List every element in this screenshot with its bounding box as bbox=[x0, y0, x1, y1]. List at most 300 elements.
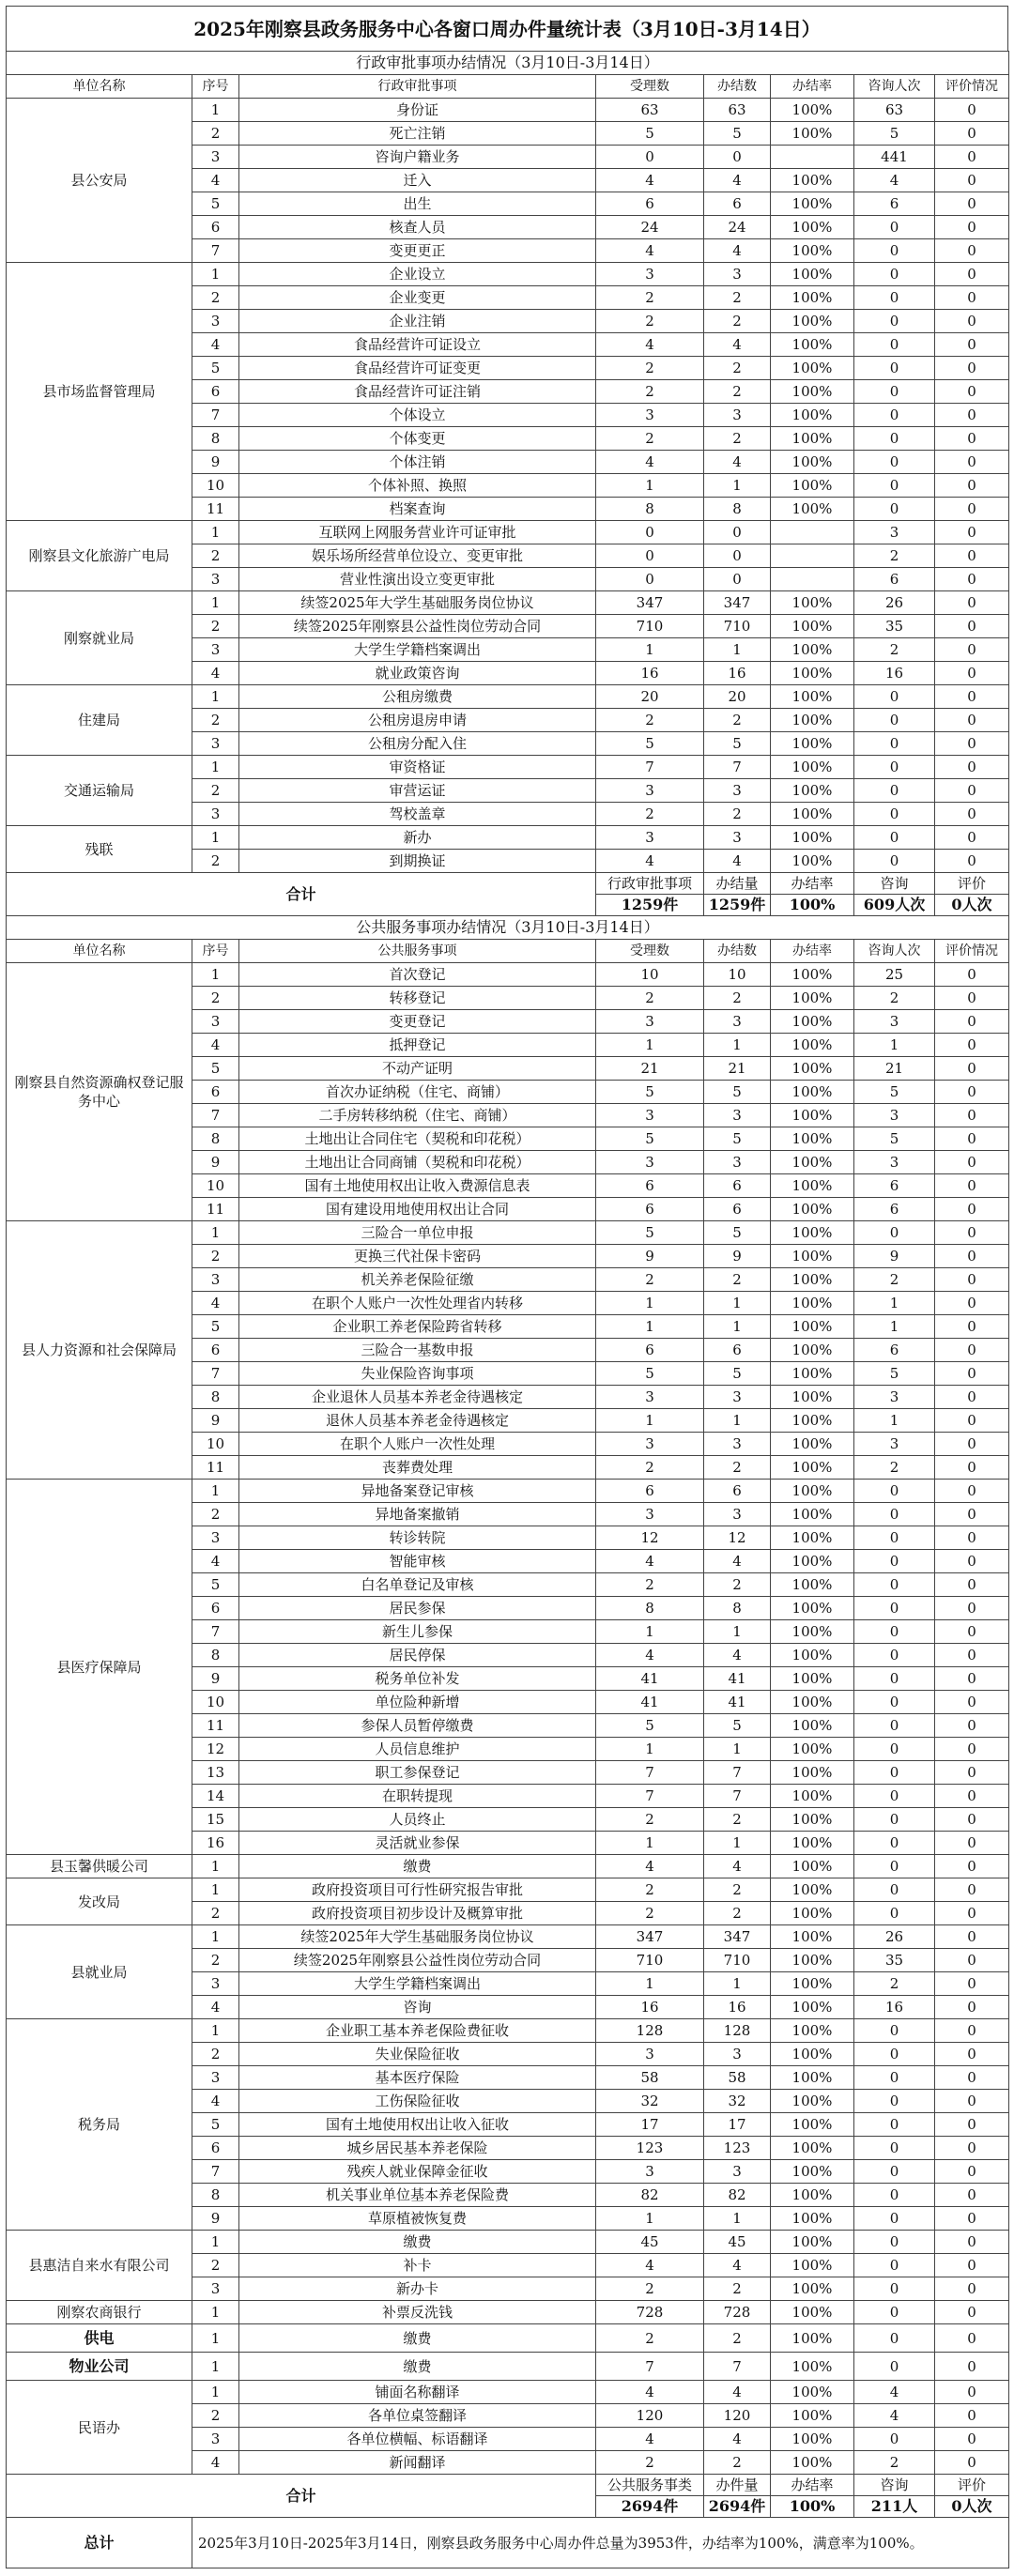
consult-count: 6 bbox=[854, 1174, 935, 1198]
completed-count: 4 bbox=[704, 1855, 771, 1878]
completion-rate bbox=[771, 568, 854, 591]
item-name: 草原植被恢复费 bbox=[239, 2207, 596, 2231]
completion-rate: 100% bbox=[771, 1104, 854, 1127]
item-name: 在职个人账户一次性处理省内转移 bbox=[239, 1292, 596, 1315]
unit-name: 县玉馨供暖公司 bbox=[7, 1855, 192, 1878]
completed-count: 3 bbox=[704, 826, 771, 850]
completion-rate: 100% bbox=[771, 216, 854, 239]
rating-count: 0 bbox=[935, 1339, 1009, 1362]
rating-count: 0 bbox=[935, 122, 1009, 146]
rating-count: 0 bbox=[935, 451, 1009, 474]
rating-count: 0 bbox=[935, 1362, 1009, 1386]
item-name: 迁入 bbox=[239, 169, 596, 192]
completed-count: 6 bbox=[704, 192, 771, 216]
total-value: 211人 bbox=[854, 2496, 935, 2518]
accepted-count: 123 bbox=[596, 2137, 704, 2160]
completion-rate: 100% bbox=[771, 1972, 854, 1996]
row-number: 2 bbox=[192, 1949, 239, 1972]
completion-rate: 100% bbox=[771, 709, 854, 732]
rating-count: 0 bbox=[935, 474, 1009, 498]
consult-count: 26 bbox=[854, 1925, 935, 1949]
total-value: 1259件 bbox=[596, 895, 704, 916]
item-name: 企业退休人员基本养老金待遇核定 bbox=[239, 1386, 596, 1409]
rating-count: 0 bbox=[935, 756, 1009, 779]
item-name: 续签2025年刚察县公益性岗位劳动合同 bbox=[239, 1949, 596, 1972]
completion-rate: 100% bbox=[771, 451, 854, 474]
consult-count: 0 bbox=[854, 451, 935, 474]
rating-count: 0 bbox=[935, 1174, 1009, 1198]
column-header: 单位名称 bbox=[7, 75, 192, 99]
rating-count: 0 bbox=[935, 987, 1009, 1010]
item-name: 居民参保 bbox=[239, 1597, 596, 1620]
row-number: 1 bbox=[192, 1480, 239, 1503]
completed-count: 4 bbox=[704, 2428, 771, 2451]
column-header: 咨询人次 bbox=[854, 75, 935, 99]
completed-count: 5 bbox=[704, 732, 771, 756]
completion-rate: 100% bbox=[771, 1339, 854, 1362]
row-number: 1 bbox=[192, 1221, 239, 1245]
accepted-count: 3 bbox=[596, 1151, 704, 1174]
accepted-count: 8 bbox=[596, 1597, 704, 1620]
column-header: 受理数 bbox=[596, 940, 704, 963]
accepted-count: 6 bbox=[596, 1174, 704, 1198]
accepted-count: 3 bbox=[596, 1104, 704, 1127]
item-name: 灵活就业参保 bbox=[239, 1832, 596, 1855]
completed-count: 0 bbox=[704, 521, 771, 544]
row-number: 4 bbox=[192, 1550, 239, 1573]
accepted-count: 41 bbox=[596, 1667, 704, 1691]
row-number: 6 bbox=[192, 1081, 239, 1104]
item-name: 城乡居民基本养老保险 bbox=[239, 2137, 596, 2160]
item-name: 丧葬费处理 bbox=[239, 1456, 596, 1480]
item-name: 税务单位补发 bbox=[239, 1667, 596, 1691]
row-number: 2 bbox=[192, 615, 239, 638]
consult-count: 0 bbox=[854, 1785, 935, 1808]
item-name: 驾校盖章 bbox=[239, 803, 596, 826]
accepted-count: 3 bbox=[596, 1386, 704, 1409]
accepted-count: 3 bbox=[596, 2043, 704, 2066]
consult-count: 1 bbox=[854, 1315, 935, 1339]
completed-count: 5 bbox=[704, 1081, 771, 1104]
completed-count: 5 bbox=[704, 1221, 771, 1245]
completion-rate: 100% bbox=[771, 2090, 854, 2113]
table-row bbox=[7, 1480, 1009, 1503]
rating-count: 0 bbox=[935, 498, 1009, 521]
table-row bbox=[7, 2381, 1009, 2404]
completed-count: 32 bbox=[704, 2090, 771, 2113]
completed-count: 2 bbox=[704, 709, 771, 732]
completed-count: 3 bbox=[704, 1151, 771, 1174]
row-number: 2 bbox=[192, 1245, 239, 1268]
accepted-count: 1 bbox=[596, 1315, 704, 1339]
column-header-row bbox=[7, 75, 1009, 99]
completed-count: 8 bbox=[704, 498, 771, 521]
completed-count: 710 bbox=[704, 1949, 771, 1972]
completion-rate: 100% bbox=[771, 2207, 854, 2231]
completion-rate: 100% bbox=[771, 1362, 854, 1386]
column-header: 序号 bbox=[192, 940, 239, 963]
row-number: 4 bbox=[192, 2451, 239, 2475]
consult-count: 0 bbox=[854, 850, 935, 873]
row-number: 2 bbox=[192, 544, 239, 568]
completed-count: 6 bbox=[704, 1198, 771, 1221]
total-value: 2694件 bbox=[704, 2496, 771, 2518]
completed-count: 3 bbox=[704, 1433, 771, 1456]
rating-count: 0 bbox=[935, 2381, 1009, 2404]
item-name: 企业设立 bbox=[239, 263, 596, 286]
accepted-count: 4 bbox=[596, 850, 704, 873]
completion-rate: 100% bbox=[771, 169, 854, 192]
completed-count: 4 bbox=[704, 1550, 771, 1573]
completion-rate: 100% bbox=[771, 1198, 854, 1221]
item-name: 死亡注销 bbox=[239, 122, 596, 146]
consult-count: 2 bbox=[854, 1972, 935, 1996]
completed-count: 347 bbox=[704, 591, 771, 615]
row-number: 3 bbox=[192, 146, 239, 169]
consult-count: 0 bbox=[854, 498, 935, 521]
rating-count: 0 bbox=[935, 263, 1009, 286]
completion-rate: 100% bbox=[771, 803, 854, 826]
completed-count: 2 bbox=[704, 1808, 771, 1832]
accepted-count: 5 bbox=[596, 1081, 704, 1104]
rating-count: 0 bbox=[935, 1738, 1009, 1761]
row-number: 9 bbox=[192, 451, 239, 474]
consult-count: 0 bbox=[854, 2353, 935, 2381]
rating-count: 0 bbox=[935, 1526, 1009, 1550]
completion-rate: 100% bbox=[771, 1480, 854, 1503]
consult-count: 2 bbox=[854, 987, 935, 1010]
completion-rate: 100% bbox=[771, 2254, 854, 2277]
item-name: 工伤保险征收 bbox=[239, 2090, 596, 2113]
consult-count: 0 bbox=[854, 2184, 935, 2207]
row-number: 5 bbox=[192, 1057, 239, 1081]
completed-count: 4 bbox=[704, 451, 771, 474]
accepted-count: 4 bbox=[596, 169, 704, 192]
item-name: 铺面名称翻译 bbox=[239, 2381, 596, 2404]
row-number: 9 bbox=[192, 1409, 239, 1433]
completed-count: 2 bbox=[704, 1902, 771, 1925]
accepted-count: 8 bbox=[596, 498, 704, 521]
completed-count: 7 bbox=[704, 2353, 771, 2381]
row-number: 14 bbox=[192, 1785, 239, 1808]
item-name: 到期换证 bbox=[239, 850, 596, 873]
completion-rate: 100% bbox=[771, 1151, 854, 1174]
completion-rate: 100% bbox=[771, 963, 854, 987]
completed-count: 347 bbox=[704, 1925, 771, 1949]
item-name: 核查人员 bbox=[239, 216, 596, 239]
completed-count: 1 bbox=[704, 638, 771, 662]
rating-count: 0 bbox=[935, 779, 1009, 803]
table-row bbox=[7, 2231, 1009, 2254]
item-name: 不动产证明 bbox=[239, 1057, 596, 1081]
completion-rate: 100% bbox=[771, 2301, 854, 2324]
consult-count: 5 bbox=[854, 1362, 935, 1386]
unit-name: 住建局 bbox=[7, 685, 192, 756]
summary-text: 2025年3月10日-2025年3月14日，刚察县政务服务中心周办件总量为3953件，办结率为100%，满意率为100%。 bbox=[192, 2518, 1009, 2568]
row-number: 1 bbox=[192, 263, 239, 286]
report-table bbox=[6, 51, 1009, 2568]
row-number: 15 bbox=[192, 1808, 239, 1832]
accepted-count: 9 bbox=[596, 1245, 704, 1268]
completed-count: 41 bbox=[704, 1667, 771, 1691]
rating-count: 0 bbox=[935, 169, 1009, 192]
item-name: 咨询户籍业务 bbox=[239, 146, 596, 169]
completion-rate: 100% bbox=[771, 2113, 854, 2137]
consult-count: 0 bbox=[854, 1526, 935, 1550]
completed-count: 123 bbox=[704, 2137, 771, 2160]
item-name: 转诊转院 bbox=[239, 1526, 596, 1550]
completed-count: 6 bbox=[704, 1339, 771, 1362]
consult-count: 1 bbox=[854, 1034, 935, 1057]
rating-count: 0 bbox=[935, 286, 1009, 310]
completed-count: 4 bbox=[704, 239, 771, 263]
rating-count: 0 bbox=[935, 192, 1009, 216]
accepted-count: 2 bbox=[596, 803, 704, 826]
total-header: 办结率 bbox=[771, 2475, 854, 2496]
accepted-count: 16 bbox=[596, 1996, 704, 2019]
consult-count: 35 bbox=[854, 615, 935, 638]
rating-count: 0 bbox=[935, 1081, 1009, 1104]
item-name: 新办 bbox=[239, 826, 596, 850]
unit-name: 县市场监督管理局 bbox=[7, 263, 192, 521]
completed-count: 2 bbox=[704, 286, 771, 310]
item-name: 大学生学籍档案调出 bbox=[239, 638, 596, 662]
accepted-count: 0 bbox=[596, 521, 704, 544]
item-name: 个体变更 bbox=[239, 427, 596, 451]
item-name: 食品经营许可证注销 bbox=[239, 380, 596, 404]
row-number: 7 bbox=[192, 1362, 239, 1386]
completed-count: 2 bbox=[704, 1573, 771, 1597]
accepted-count: 1 bbox=[596, 1409, 704, 1433]
row-number: 6 bbox=[192, 216, 239, 239]
completion-rate: 100% bbox=[771, 1174, 854, 1198]
consult-count: 441 bbox=[854, 146, 935, 169]
consult-count: 0 bbox=[854, 1691, 935, 1714]
report-body bbox=[7, 52, 1009, 2568]
accepted-count: 2 bbox=[596, 2451, 704, 2475]
accepted-count: 6 bbox=[596, 1480, 704, 1503]
completion-rate: 100% bbox=[771, 1268, 854, 1292]
consult-count: 16 bbox=[854, 662, 935, 685]
consult-count: 0 bbox=[854, 380, 935, 404]
completed-count: 1 bbox=[704, 474, 771, 498]
unit-name: 县就业局 bbox=[7, 1925, 192, 2019]
total-header: 办结量 bbox=[704, 873, 771, 895]
rating-count: 0 bbox=[935, 1245, 1009, 1268]
total-value: 0人次 bbox=[935, 895, 1009, 916]
completed-count: 3 bbox=[704, 2160, 771, 2184]
item-name: 互联网上网服务营业许可证审批 bbox=[239, 521, 596, 544]
completed-count: 3 bbox=[704, 1010, 771, 1034]
rating-count: 0 bbox=[935, 662, 1009, 685]
completion-rate: 100% bbox=[771, 1127, 854, 1151]
accepted-count: 3 bbox=[596, 263, 704, 286]
accepted-count: 2 bbox=[596, 357, 704, 380]
accepted-count: 2 bbox=[596, 1456, 704, 1480]
consult-count: 0 bbox=[854, 2324, 935, 2353]
consult-count: 6 bbox=[854, 192, 935, 216]
item-name: 退休人员基本养老金待遇核定 bbox=[239, 1409, 596, 1433]
item-name: 企业注销 bbox=[239, 310, 596, 333]
unit-name: 刚察就业局 bbox=[7, 591, 192, 685]
item-name: 企业变更 bbox=[239, 286, 596, 310]
report-sheet bbox=[6, 6, 1008, 2568]
item-name: 参保人员暂停缴费 bbox=[239, 1714, 596, 1738]
completed-count: 3 bbox=[704, 1503, 771, 1526]
total-header: 公共服务事类 bbox=[596, 2475, 704, 2496]
rating-count: 0 bbox=[935, 1503, 1009, 1526]
consult-count: 0 bbox=[854, 263, 935, 286]
item-name: 基本医疗保险 bbox=[239, 2066, 596, 2090]
item-name: 续签2025年大学生基础服务岗位协议 bbox=[239, 591, 596, 615]
rating-count: 0 bbox=[935, 2254, 1009, 2277]
total-header: 评价 bbox=[935, 2475, 1009, 2496]
accepted-count: 5 bbox=[596, 732, 704, 756]
row-number: 1 bbox=[192, 591, 239, 615]
accepted-count: 2 bbox=[596, 1878, 704, 1902]
rating-count: 0 bbox=[935, 1785, 1009, 1808]
item-name: 机关事业单位基本养老保险费 bbox=[239, 2184, 596, 2207]
completed-count: 6 bbox=[704, 1480, 771, 1503]
consult-count: 16 bbox=[854, 1996, 935, 2019]
row-number: 2 bbox=[192, 779, 239, 803]
consult-count: 4 bbox=[854, 2404, 935, 2428]
row-number: 1 bbox=[192, 2231, 239, 2254]
completed-count: 21 bbox=[704, 1057, 771, 1081]
rating-count: 0 bbox=[935, 1691, 1009, 1714]
accepted-count: 41 bbox=[596, 1691, 704, 1714]
item-name: 营业性演出设立变更审批 bbox=[239, 568, 596, 591]
column-header: 公共服务事项 bbox=[239, 940, 596, 963]
completion-rate: 100% bbox=[771, 310, 854, 333]
accepted-count: 4 bbox=[596, 239, 704, 263]
row-number: 11 bbox=[192, 1198, 239, 1221]
completion-rate: 100% bbox=[771, 1996, 854, 2019]
completion-rate: 100% bbox=[771, 1386, 854, 1409]
row-number: 5 bbox=[192, 2113, 239, 2137]
consult-count: 3 bbox=[854, 1433, 935, 1456]
table-row bbox=[7, 2301, 1009, 2324]
consult-count: 0 bbox=[854, 779, 935, 803]
row-number: 1 bbox=[192, 2353, 239, 2381]
accepted-count: 0 bbox=[596, 146, 704, 169]
item-name: 缴费 bbox=[239, 2324, 596, 2353]
total-label: 合计 bbox=[7, 873, 596, 916]
unit-name: 税务局 bbox=[7, 2019, 192, 2231]
item-name: 变更更正 bbox=[239, 239, 596, 263]
item-name: 抵押登记 bbox=[239, 1034, 596, 1057]
completed-count: 63 bbox=[704, 99, 771, 122]
item-name: 白名单登记及审核 bbox=[239, 1573, 596, 1597]
accepted-count: 4 bbox=[596, 2428, 704, 2451]
completed-count: 2 bbox=[704, 380, 771, 404]
row-number: 8 bbox=[192, 427, 239, 451]
rating-count: 0 bbox=[935, 2066, 1009, 2090]
unit-name: 刚察县自然资源确权登记服务中心 bbox=[7, 963, 192, 1221]
rating-count: 0 bbox=[935, 521, 1009, 544]
table-row bbox=[7, 756, 1009, 779]
item-name: 残疾人就业保障金征收 bbox=[239, 2160, 596, 2184]
accepted-count: 4 bbox=[596, 333, 704, 357]
completed-count: 2 bbox=[704, 357, 771, 380]
rating-count: 0 bbox=[935, 2090, 1009, 2113]
table-row bbox=[7, 2353, 1009, 2381]
completion-rate: 100% bbox=[771, 1832, 854, 1855]
column-header: 办结率 bbox=[771, 75, 854, 99]
rating-count: 0 bbox=[935, 2019, 1009, 2043]
rating-count: 0 bbox=[935, 850, 1009, 873]
item-name: 续签2025年刚察县公益性岗位劳动合同 bbox=[239, 615, 596, 638]
row-number: 3 bbox=[192, 638, 239, 662]
completion-rate: 100% bbox=[771, 286, 854, 310]
row-number: 3 bbox=[192, 1268, 239, 1292]
row-number: 5 bbox=[192, 192, 239, 216]
completion-rate: 100% bbox=[771, 1949, 854, 1972]
completed-count: 3 bbox=[704, 1104, 771, 1127]
consult-count: 2 bbox=[854, 638, 935, 662]
consult-count: 0 bbox=[854, 1714, 935, 1738]
consult-count: 0 bbox=[854, 357, 935, 380]
accepted-count: 4 bbox=[596, 451, 704, 474]
row-number: 4 bbox=[192, 662, 239, 685]
completion-rate: 100% bbox=[771, 122, 854, 146]
accepted-count: 2 bbox=[596, 2277, 704, 2301]
completion-rate: 100% bbox=[771, 1433, 854, 1456]
rating-count: 0 bbox=[935, 1808, 1009, 1832]
item-name: 出生 bbox=[239, 192, 596, 216]
accepted-count: 3 bbox=[596, 404, 704, 427]
rating-count: 0 bbox=[935, 99, 1009, 122]
item-name: 失业保险咨询事项 bbox=[239, 1362, 596, 1386]
completed-count: 1 bbox=[704, 1620, 771, 1644]
completion-rate: 100% bbox=[771, 427, 854, 451]
completion-rate: 100% bbox=[771, 239, 854, 263]
rating-count: 0 bbox=[935, 1433, 1009, 1456]
row-number: 5 bbox=[192, 1573, 239, 1597]
accepted-count: 2 bbox=[596, 1268, 704, 1292]
row-number: 3 bbox=[192, 2277, 239, 2301]
row-number: 10 bbox=[192, 1433, 239, 1456]
item-name: 个体注销 bbox=[239, 451, 596, 474]
completed-count: 2 bbox=[704, 2277, 771, 2301]
consult-count: 0 bbox=[854, 2428, 935, 2451]
consult-count: 0 bbox=[854, 732, 935, 756]
unit-name: 民语办 bbox=[7, 2381, 192, 2475]
completed-count: 1 bbox=[704, 1972, 771, 1996]
accepted-count: 5 bbox=[596, 1362, 704, 1386]
rating-count: 0 bbox=[935, 427, 1009, 451]
completion-rate: 100% bbox=[771, 1667, 854, 1691]
rating-count: 0 bbox=[935, 685, 1009, 709]
accepted-count: 17 bbox=[596, 2113, 704, 2137]
consult-count: 0 bbox=[854, 310, 935, 333]
item-name: 智能审核 bbox=[239, 1550, 596, 1573]
item-name: 续签2025年大学生基础服务岗位协议 bbox=[239, 1925, 596, 1949]
completed-count: 128 bbox=[704, 2019, 771, 2043]
item-name: 各单位桌签翻译 bbox=[239, 2404, 596, 2428]
rating-count: 0 bbox=[935, 1714, 1009, 1738]
completion-rate: 100% bbox=[771, 1714, 854, 1738]
consult-count: 4 bbox=[854, 169, 935, 192]
completed-count: 2 bbox=[704, 1268, 771, 1292]
rating-count: 0 bbox=[935, 732, 1009, 756]
item-name: 人员信息维护 bbox=[239, 1738, 596, 1761]
rating-count: 0 bbox=[935, 2207, 1009, 2231]
completion-rate: 100% bbox=[771, 779, 854, 803]
item-name: 新办卡 bbox=[239, 2277, 596, 2301]
accepted-count: 128 bbox=[596, 2019, 704, 2043]
row-number: 1 bbox=[192, 99, 239, 122]
